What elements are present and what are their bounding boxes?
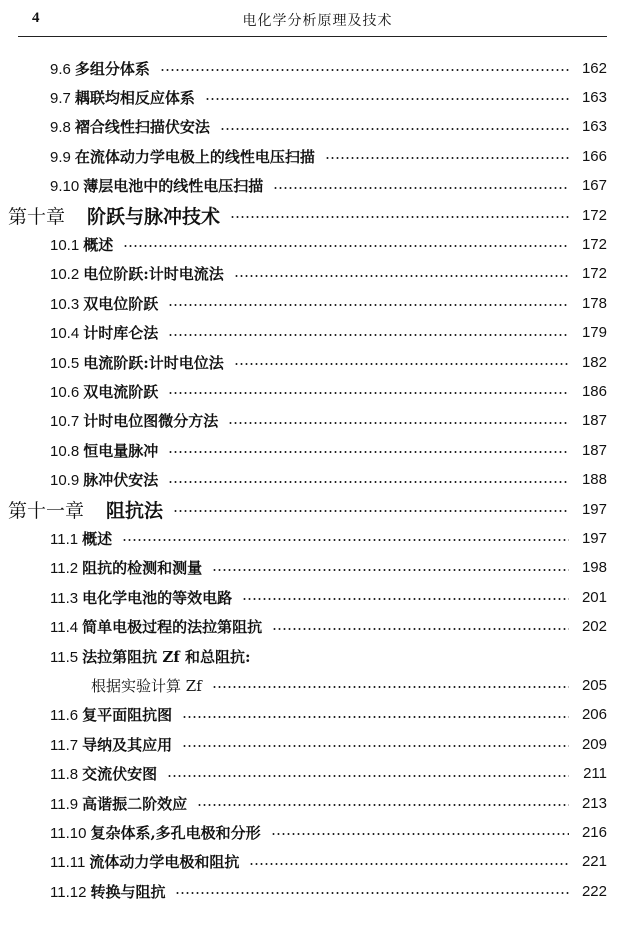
toc-entry-text: 计时电位图微分方法 (83, 412, 219, 431)
toc-entry[interactable] (50, 54, 607, 82)
toc-page-number: 167 (581, 177, 607, 195)
toc-page-number: 187 (581, 412, 607, 430)
toc-page-number: 162 (581, 59, 607, 77)
toc-entry-number: 11.9 (50, 795, 79, 813)
toc-entry-title (50, 763, 157, 784)
toc-entry-number: 10.4 (50, 325, 80, 343)
toc-entry-number: 9.6 (50, 60, 71, 78)
toc-entry-number: 第十章 (8, 206, 66, 228)
toc-entry-text: 脉冲伏安法 (83, 471, 159, 490)
dot-leader (168, 451, 569, 453)
toc-entry-number: 9.9 (50, 148, 71, 166)
toc-entry-text: 耦联均相反应体系 (74, 88, 195, 107)
toc-entry-text: 阻抗的检测和测量 (82, 559, 203, 578)
toc-entry[interactable] (50, 172, 607, 200)
toc-entry-number: 11.12 (50, 883, 87, 901)
toc-page-number: 197 (581, 529, 607, 547)
toc-entry-number: 10.6 (50, 383, 80, 401)
toc-page-number: 216 (581, 823, 607, 841)
toc-entry[interactable] (50, 554, 607, 582)
toc-entry-text: 褶合线性扫描伏安法 (74, 118, 210, 137)
toc-entry-number: 11.6 (50, 707, 79, 725)
toc-entry[interactable] (50, 260, 607, 288)
toc-entry[interactable] (50, 466, 607, 494)
dot-leader (212, 569, 569, 571)
toc-entry-title (50, 116, 210, 137)
toc-entry-title (50, 646, 250, 667)
toc-page-number: 163 (581, 88, 607, 106)
running-title: 电化学分析原理及技术 (242, 13, 393, 29)
toc-entry-title (50, 851, 239, 872)
dot-leader (272, 628, 569, 630)
toc-entry-title (50, 557, 202, 578)
toc-entry-text: 高谐振二阶效应 (82, 794, 188, 813)
toc-entry[interactable] (50, 436, 607, 464)
toc-entry[interactable] (50, 789, 607, 817)
dot-leader (325, 157, 569, 159)
dot-leader (168, 304, 569, 306)
toc-entry-title (50, 322, 158, 343)
toc-entry-title (50, 440, 158, 461)
toc-entry-number: 10.7 (50, 413, 80, 431)
toc-page-number: 182 (581, 353, 607, 371)
toc-entry-text: 转换与阻抗 (90, 882, 166, 901)
toc-entry-title (8, 496, 163, 523)
toc-entry-title (50, 528, 112, 549)
toc-entry-number: 10.9 (50, 472, 80, 490)
toc-entry[interactable] (50, 524, 607, 552)
toc-entry-text: 导纳及其应用 (82, 735, 173, 754)
toc-page-number: 202 (581, 618, 607, 636)
toc-entry[interactable] (50, 230, 607, 258)
toc-page-number: 213 (581, 794, 607, 812)
toc-entry-text: 复杂体系,多孔电极和分形 (90, 823, 261, 842)
toc-entry[interactable] (50, 113, 607, 141)
toc-entry-title (50, 234, 113, 255)
toc-entry-number: 第十一章 (8, 500, 85, 522)
toc-entry-text: 简单电极过程的法拉第阻抗 (82, 618, 263, 637)
toc-entry-text: 多组分体系 (74, 59, 150, 78)
toc-entry-title (50, 58, 150, 79)
toc-entry-text: 在流体动力学电极上的线性电压扫描 (74, 147, 315, 166)
toc-entry-number: 10.1 (50, 236, 80, 254)
toc-entry-text: 概述 (83, 235, 114, 254)
dot-leader (212, 686, 569, 688)
toc-entry[interactable] (50, 818, 607, 846)
toc-entry-number: 11.1 (50, 530, 79, 548)
toc-chapter-entry[interactable] (8, 201, 607, 229)
toc-entry-title (50, 616, 262, 637)
toc-page-number: 209 (581, 735, 607, 753)
dot-leader (271, 833, 569, 835)
toc-entry[interactable] (50, 701, 607, 729)
toc-page-number: 197 (581, 500, 607, 518)
toc-entry-text: 根据实验计算 Zf (91, 676, 202, 695)
toc-entry-text: 阻抗法 (106, 499, 164, 522)
dot-leader (175, 892, 569, 894)
toc-entry-number: 9.10 (50, 178, 80, 196)
dot-leader (168, 334, 569, 336)
toc-entry-number: 11.10 (50, 824, 87, 842)
toc-entry-number: 11.7 (50, 736, 79, 754)
toc-page-number: 187 (581, 441, 607, 459)
dot-leader (123, 245, 569, 247)
toc-page-number: 179 (581, 324, 607, 342)
toc-entry-title (8, 202, 220, 229)
toc-page-number: 205 (581, 676, 607, 694)
toc-page-number: 211 (583, 765, 607, 783)
toc-entry[interactable] (50, 760, 607, 788)
toc-entry-title (50, 381, 158, 402)
toc-page-number: 166 (581, 147, 607, 165)
toc-entry-text: 双电流阶跃 (83, 382, 159, 401)
toc-page-number: 206 (581, 706, 607, 724)
toc-entry-number: 11.2 (50, 560, 79, 578)
dot-leader (168, 481, 569, 483)
toc-page-number: 172 (581, 265, 607, 283)
toc-page-number: 221 (581, 853, 607, 871)
toc-entry-number: 10.5 (50, 354, 80, 372)
toc-entry-text: 薄层电池中的线性电压扫描 (83, 177, 264, 196)
toc-entry-text: 计时库仑法 (83, 324, 159, 343)
toc-entry-title (50, 822, 261, 843)
dot-leader (273, 187, 569, 189)
toc-entry-text: 概述 (82, 529, 113, 548)
toc-chapter-entry[interactable] (8, 495, 607, 523)
toc-entry-title (91, 675, 202, 696)
toc-entry[interactable] (50, 583, 607, 611)
page-header (18, 8, 607, 37)
toc-entry-number: 10.2 (50, 266, 80, 284)
toc-page-number: 172 (581, 206, 607, 224)
dot-leader (122, 539, 569, 541)
toc-entry[interactable] (50, 289, 607, 317)
toc-entry-text: 交流伏安图 (82, 765, 158, 784)
dot-leader (230, 216, 569, 218)
dot-leader (167, 775, 569, 777)
toc-entry-title (50, 793, 187, 814)
toc-entry-number: 10.8 (50, 442, 80, 460)
dot-leader (205, 98, 569, 100)
toc-entry-text: 复平面阻抗图 (82, 706, 173, 725)
toc-page-number: 222 (581, 882, 607, 900)
toc-entry-title (50, 352, 224, 373)
dot-leader (220, 128, 569, 130)
toc-entry-number: 11.5 (50, 648, 79, 666)
toc-page-number: 198 (581, 559, 607, 577)
toc-entry-title (50, 881, 165, 902)
toc-entry-number: 10.3 (50, 295, 80, 313)
toc-entry-title (50, 293, 158, 314)
dot-leader (242, 598, 569, 600)
toc-page-number: 178 (581, 294, 607, 312)
dot-leader (234, 275, 569, 277)
toc-entry[interactable] (50, 877, 607, 905)
toc-entry-title (50, 469, 158, 490)
toc-entry[interactable] (50, 848, 607, 876)
dot-leader (160, 69, 569, 71)
toc-entry[interactable] (50, 642, 607, 670)
dot-leader (182, 716, 569, 718)
toc-entry-title (50, 734, 172, 755)
toc-entry-text: 恒电量脉冲 (83, 441, 159, 460)
toc-entry-number: 11.8 (50, 766, 79, 784)
toc-entry-text: 电化学电池的等效电路 (82, 588, 233, 607)
toc-entry-title (50, 175, 263, 196)
dot-leader (168, 392, 569, 394)
toc-entry[interactable] (50, 407, 607, 435)
toc-entry-title (50, 87, 195, 108)
toc-entry[interactable] (50, 83, 607, 111)
toc-entry[interactable] (50, 730, 607, 758)
toc-entry-number: 9.8 (50, 119, 71, 137)
toc-entry[interactable] (50, 142, 607, 170)
toc-page-number: 172 (581, 235, 607, 253)
toc-page-number: 163 (581, 118, 607, 136)
toc-entry[interactable] (50, 319, 607, 347)
toc-entry-number: 11.11 (50, 854, 86, 872)
toc-entry-title (50, 704, 172, 725)
toc-entry-text: 双电位阶跃 (83, 294, 159, 313)
toc-entry[interactable] (50, 613, 607, 641)
toc-entry-number: 9.7 (50, 89, 71, 107)
toc-entry[interactable] (50, 377, 607, 405)
toc-entry-number: 11.3 (50, 589, 79, 607)
dot-leader (173, 510, 569, 512)
toc-entry-text: 电流阶跃:计时电位法 (83, 353, 224, 372)
dot-leader (182, 745, 569, 747)
toc-entry-title (50, 263, 224, 284)
toc-page-number: 201 (581, 588, 607, 606)
toc-entry-text: 法拉第阻抗 Zf 和总阻抗: (82, 647, 251, 666)
dot-leader (234, 363, 569, 365)
toc-entry-number: 11.4 (50, 619, 79, 637)
toc-entry[interactable] (91, 671, 607, 699)
toc-page-number: 188 (581, 471, 607, 489)
dot-leader (197, 804, 569, 806)
toc-entry-title (50, 410, 218, 431)
toc-entry-text: 流体动力学电极和阻抗 (89, 853, 240, 872)
toc-entry[interactable] (50, 348, 607, 376)
dot-leader (249, 863, 569, 865)
page-number: 4 (32, 10, 40, 26)
dot-leader (228, 422, 569, 424)
toc-entry-text: 电位阶跃:计时电流法 (83, 265, 224, 284)
toc-page-number: 186 (581, 382, 607, 400)
toc-entry-title (50, 146, 315, 167)
toc-entry-text: 阶跃与脉冲技术 (87, 205, 221, 228)
toc-entry-title (50, 587, 232, 608)
